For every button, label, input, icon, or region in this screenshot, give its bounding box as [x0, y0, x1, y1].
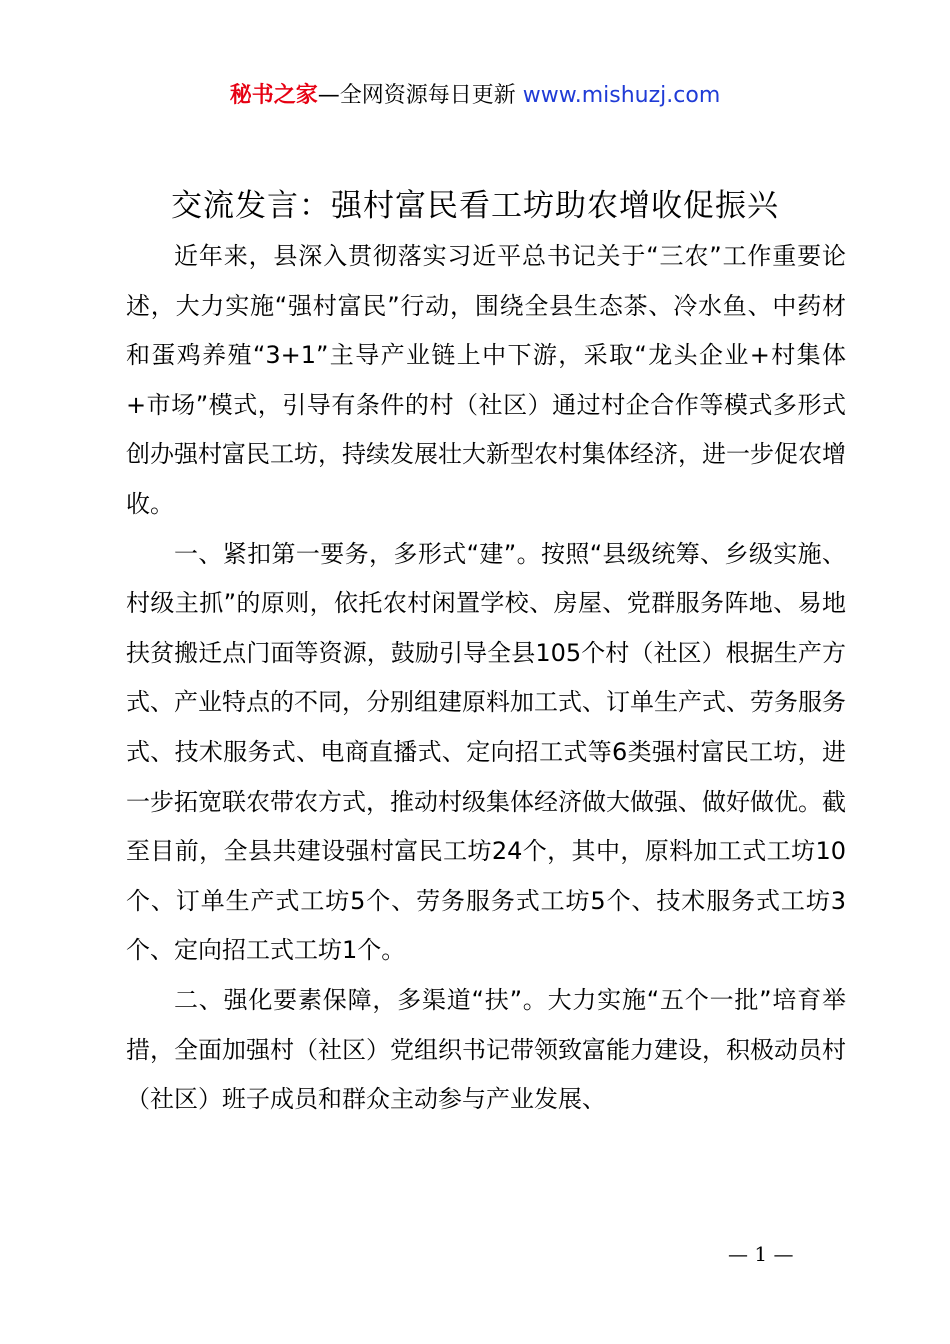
site-tagline: —全网资源每日更新 [317, 83, 523, 108]
document-body [126, 232, 846, 1125]
paragraph-intro: 近年来，县深入贯彻落实习近平总书记关于“三农”工作重要论述，大力实施“强村富民”行动，围绕全县生态茶、冷水鱼、中药材和蛋鸡养殖“3+1”主导产业链上中下游，采取“龙头企业+村集体+市场”模式，引导有条件的村（社区）通过村企合作等模式多形式创办强村富民工坊，持续发展壮大新型农村集体经济，进一步促农增收。 [126, 242, 846, 518]
document-title: 交流发言：强村富民看工坊助农增收促振兴 [171, 188, 779, 224]
page-number: — 1 — [728, 1242, 794, 1266]
paragraph-section-2: 二、强化要素保障，多渠道“扶”。大力实施“五个一批”培育举措，全面加强村（社区）党组织书记带领致富能力建设，积极动员村（社区）班子成员和群众主动参与产业发展、 [126, 985, 846, 1114]
site-banner [0, 80, 950, 112]
site-brand: 秘书之家 [229, 83, 318, 108]
paragraph-section-1: 一、紧扣第一要务，多形式“建”。按照“县级统筹、乡级实施、村级主抓”的原则，依托农村闲置学校、房屋、党群服务阵地、易地扶贫搬迁点门面等资源，鼓励引导全县105个村（社区）根据生产方式、产业特点的不同，分别组建原料加工式、订单生产式、劳务服务式、技术服务式、电商直播式、定向招工式等6类强村富民工坊，进一步拓宽联农带农方式，推动村级集体经济做大做强、做好做优。截至目前，全县共建设强村富民工坊24个，其中，原料加工式工坊10个、订单生产式工坊5个、劳务服务式工坊5个、技术服务式工坊3个、定向招工式工坊1个。 [126, 539, 846, 965]
site-url-link[interactable]: www.mishuzj.com [522, 83, 721, 108]
